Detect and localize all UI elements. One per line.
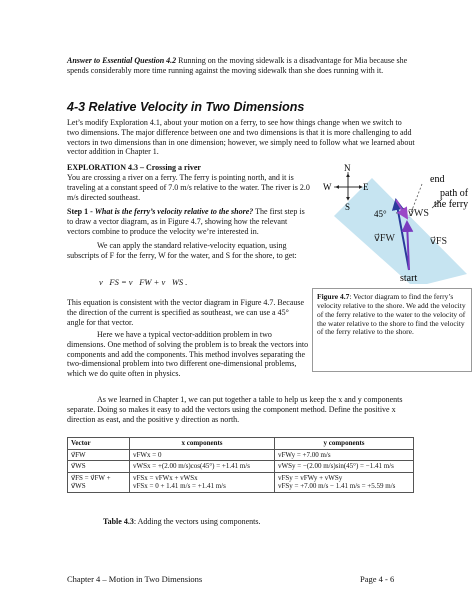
relative-velocity-equation: v⃗FS = v⃗FW + v⃗WS . — [99, 277, 188, 287]
label-start: start — [400, 273, 418, 284]
exploration-title-label: EXPLORATION 4.3 — [67, 163, 138, 172]
figure-caption-lead: Figure 4.7 — [317, 292, 350, 301]
compass-south: S — [345, 202, 351, 212]
apply-paragraph: We can apply the standard relative-velocity equation, using subscripts of F for the ferry, W for the water, and S for the shore, to get: — [67, 241, 297, 260]
exploration-title — [67, 163, 317, 173]
section-heading: 4-3 Relative Velocity in Two Dimensions — [67, 100, 305, 114]
components-table — [67, 437, 414, 493]
answer-lead: Answer to Essential Question 4.2 — [67, 56, 177, 65]
compass-east: E — [363, 182, 369, 192]
footer-chapter: Chapter 4 – Motion in Two Dimensions — [67, 574, 203, 584]
figure-caption-text: : Vector diagram to find the ferry’s velocity relative to the shore. We add the velocity of the ferry relative to the water to the velocity of the water relative to the shore to find the velocity of the ferry relative to the shore. — [317, 292, 466, 337]
compass-north: N — [344, 163, 351, 173]
step1-paragraph — [67, 207, 312, 236]
method-paragraph: Here we have a typical vector-addition problem in two dimensions. One method of solving the problem is to break the vectors into components and add the components. This method involves separating the two-dimensional problem into two different one-dimensional problems, which we do quite often in physics. — [67, 330, 309, 378]
label-angle: 45° — [374, 209, 387, 219]
table-row — [68, 449, 414, 461]
vector-diagram-figure — [312, 160, 472, 284]
answer-text: Running on the moving sidewalk is a disadvantage for Mia because she spends considerably more time running against the moving sidewalk than she does running with it. — [67, 56, 408, 75]
table-header-vector: Vector — [68, 438, 130, 450]
step1-lead: Step 1 - — [67, 207, 95, 216]
consistent-paragraph: This equation is consistent with the vector diagram in Figure 4.7. Because the direction of the current is specified as southeast, we can use a 45° angle for that vector. — [67, 298, 305, 327]
answer-paragraph — [67, 56, 415, 76]
step1-question: What is the ferry’s velocity relative to the shore? — [94, 207, 254, 216]
table-cell: v⃗FS = v⃗FW + v⃗WS — [68, 472, 130, 492]
table-cell: vFSy = vFWy + vWSy vFSy = +7.00 m/s − 1.41 m/s = +5.59 m/s — [275, 472, 414, 492]
exploration-subtitle: – Crossing a river — [137, 163, 201, 172]
table-caption-lead: Table 4.3 — [103, 517, 134, 526]
table-cell: vFSx = vFWx + vWSx vFSx = 0 + 1.41 m/s = +1.41 m/s — [130, 472, 275, 492]
footer-page-number: Page 4 - 6 — [360, 574, 395, 584]
table-cell: vWSx = +(2.00 m/s)cos(45°) = +1.41 m/s — [130, 461, 275, 473]
table-cell: v⃗WS — [68, 461, 130, 473]
table-cell: vFWx = 0 — [130, 449, 275, 461]
label-path-line2: the ferry — [434, 199, 469, 210]
table-cell: vFWy = +7.00 m/s — [275, 449, 414, 461]
label-end: end — [430, 174, 445, 185]
label-vfw: v⃗FW — [374, 233, 395, 244]
label-vfs: v⃗FS — [430, 236, 448, 247]
table-row — [68, 472, 414, 492]
table-caption-text: : Adding the vectors using components. — [133, 517, 261, 526]
table-cell: vWSy = −(2.00 m/s)sin(45°) = −1.41 m/s — [275, 461, 414, 473]
exploration-body: You are crossing a river on a ferry. The ferry is pointing north, and it is traveling at a constant speed of 7.0 m/s relative to the water. The river is 2.0 m/s directed southeast. — [67, 173, 310, 202]
table-header-row — [68, 438, 414, 450]
table-header-x: x components — [130, 438, 275, 450]
label-vws: v⃗WS — [408, 208, 429, 219]
table-intro-paragraph: As we learned in Chapter 1, we can put together a table to help us keep the x and y components separate. Doing so makes it easy to add the vectors using the component method. Define the positive x direction as east, and the positive y direction as north. — [67, 395, 403, 424]
table-caption — [103, 517, 260, 527]
intro-paragraph: Let’s modify Exploration 4.1, about your motion on a ferry, to see how things change when we switch to two dimensions. The major difference between one and two dimensions is that it is more challenging to add vectors in two dimensions than in one dimension; however, we simply need to follow what we learned about vector addition in Chapter 1. — [67, 118, 415, 157]
table-cell: v⃗FW — [68, 449, 130, 461]
figure-caption — [312, 288, 472, 372]
table-header-y: y components — [275, 438, 414, 450]
compass-west: W — [323, 182, 332, 192]
label-path-line1: path of — [440, 188, 469, 199]
table-row — [68, 461, 414, 473]
step1-text: The first step is to draw a vector diagram, as in Figure 4.7, showing how the relevant vectors combine to produce the velocity we’re interested in. — [67, 207, 305, 236]
